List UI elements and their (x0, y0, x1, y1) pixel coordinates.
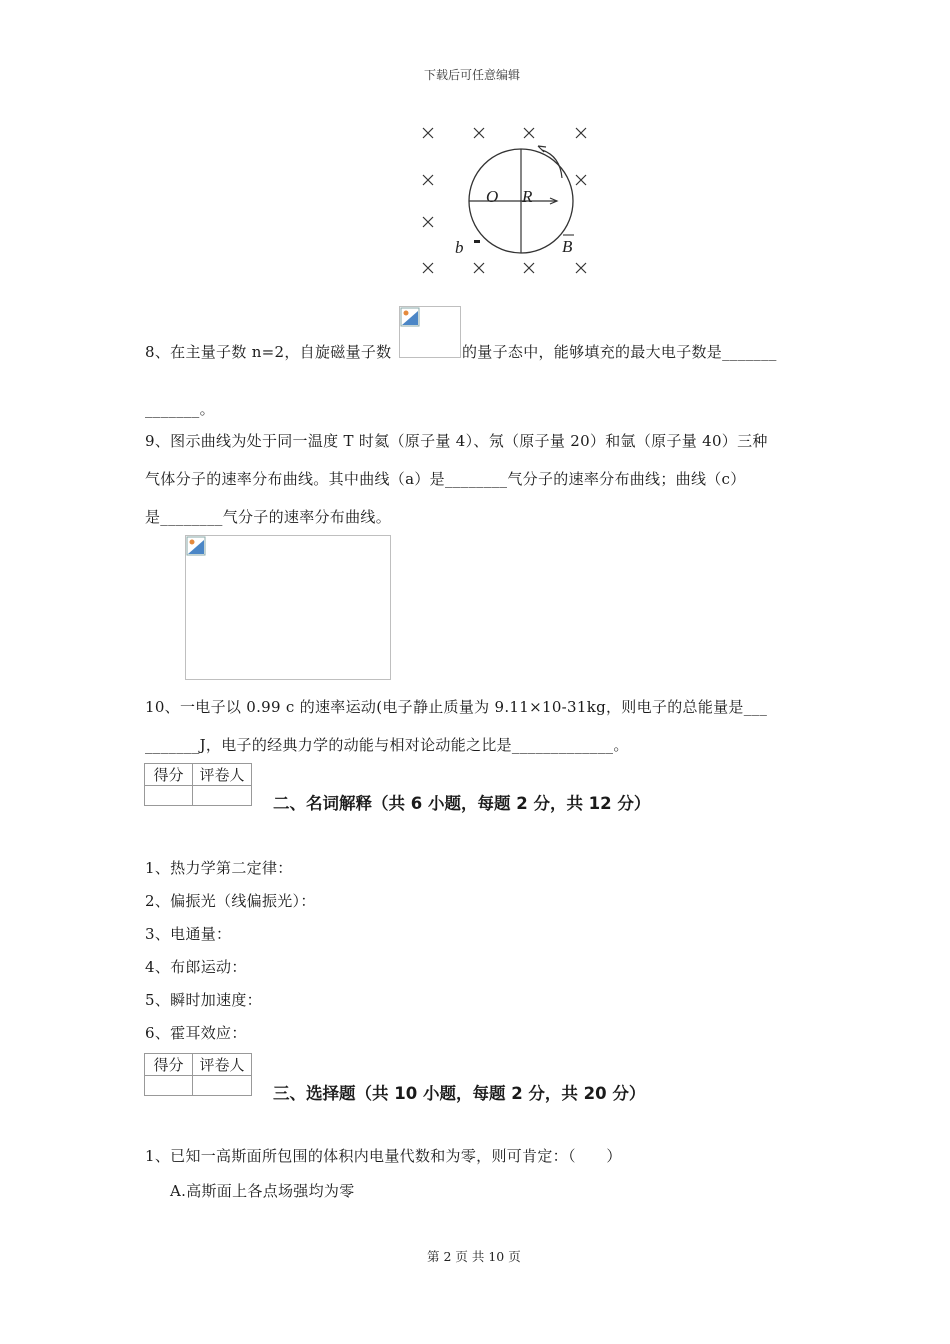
grader-cell (193, 1076, 252, 1096)
term-item: 4、布郎运动： (145, 958, 247, 976)
magnetic-field-figure (410, 120, 600, 285)
grader-header: 评卷人 (193, 1054, 252, 1076)
question-9-line3: 是________气分子的速率分布曲线。 (145, 508, 392, 526)
header-note: 下载后可任意编辑 (424, 68, 521, 82)
page-number: 第 2 页 共 10 页 (427, 1249, 521, 1264)
choice-option-a: A.高斯面上各点场强均为零 (170, 1182, 355, 1200)
question-8-line1-cont: 的量子态中，能够填充的最大电子数是_______ (462, 343, 777, 361)
broken-image-placeholder-large (185, 535, 391, 680)
score-header: 得分 (145, 1054, 193, 1076)
question-9-line1: 9、图示曲线为处于同一温度 T 时氦（原子量 4）、氖（原子量 20）和氩（原子量 40）三种 (145, 432, 768, 450)
broken-image-placeholder (399, 306, 461, 358)
label-center: O (486, 187, 499, 206)
label-point: b (455, 238, 464, 257)
score-header: 得分 (145, 764, 193, 786)
section-2-title: 二、名词解释（共 6 小题，每题 2 分，共 12 分） (273, 794, 651, 813)
choice-question-1: 1、已知一高斯面所包围的体积内电量代数和为零，则可肯定：（ ） (145, 1147, 622, 1165)
section-3-title: 三、选择题（共 10 小题，每题 2 分，共 20 分） (273, 1084, 646, 1103)
question-10-line2: _______J，电子的经典力学的动能与相对论动能之比是_____________。 (145, 736, 629, 754)
score-cell (145, 1076, 193, 1096)
term-item: 6、霍耳效应： (145, 1024, 247, 1042)
label-field: B (562, 237, 573, 256)
grader-cell (193, 786, 252, 806)
score-cell (145, 786, 193, 806)
question-8-line2: _______。 (145, 400, 215, 418)
term-item: 3、电通量： (145, 925, 232, 943)
label-radius: R (522, 187, 533, 206)
grader-header: 评卷人 (193, 764, 252, 786)
term-item: 2、偏振光（线偏振光）： (145, 892, 316, 910)
question-9-line2: 气体分子的速率分布曲线。其中曲线（a）是________气分子的速率分布曲线；曲线（c） (145, 470, 746, 488)
score-table (144, 763, 252, 806)
broken-image-icon (400, 307, 420, 327)
term-item: 1、热力学第二定律： (145, 859, 293, 877)
broken-image-icon (186, 536, 206, 556)
term-item: 5、瞬时加速度： (145, 991, 262, 1009)
question-8-line1: 8、在主量子数 n=2，自旋磁量子数 (145, 343, 392, 361)
question-10-line1: 10、一电子以 0.99 c 的速率运动(电子静止质量为 9.11×10-31kg，则电子的总能量是___ (145, 698, 768, 716)
score-table (144, 1053, 252, 1096)
